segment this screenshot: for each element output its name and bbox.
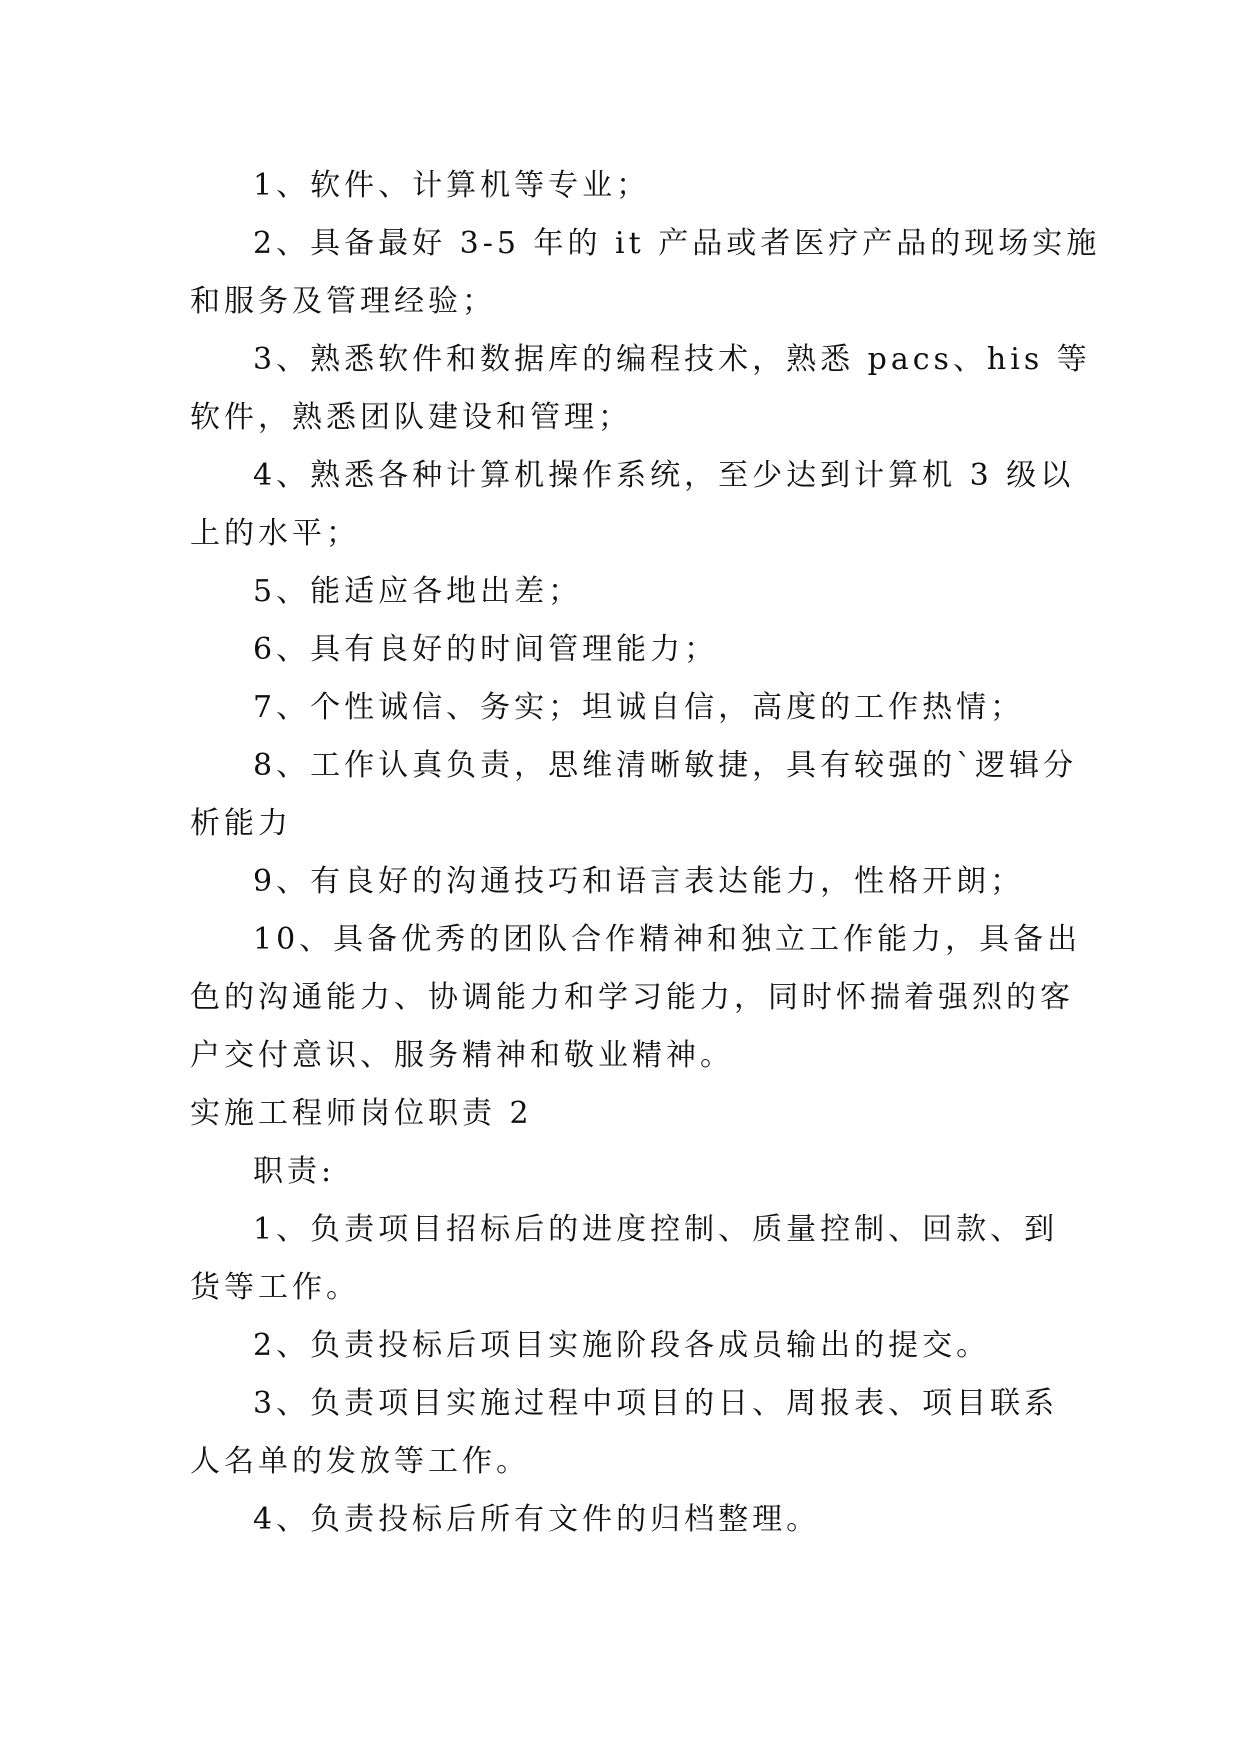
requirement-7: 7、个性诚信、务实；坦诚自信，高度的工作热情； (253, 690, 1025, 725)
duties-label: 职责: (253, 1154, 336, 1189)
duty-3-continued: 人名单的发放等工作。 (190, 1444, 530, 1479)
requirement-10-continued-1: 色的沟通能力、协调能力和学习能力，同时怀揣着强烈的客 (190, 980, 1074, 1015)
requirement-1: 1、软件、计算机等专业； (253, 168, 651, 203)
requirement-2: 2、具备最好 3-5 年的 it 产品或者医疗产品的现场实施 (253, 226, 1101, 261)
requirement-10: 10、具备优秀的团队合作精神和独立工作能力，具备出 (253, 922, 1082, 957)
duty-2: 2、负责投标后项目实施阶段各成员输出的提交。 (253, 1328, 991, 1363)
section-heading: 实施工程师岗位职责 2 (190, 1096, 533, 1131)
requirement-3: 3、熟悉软件和数据库的编程技术，熟悉 pacs、his 等 (253, 342, 1091, 377)
requirement-8: 8、工作认真负责，思维清晰敏捷，具有较强的`逻辑分 (253, 748, 1078, 783)
requirement-2-continued: 和服务及管理经验； (190, 284, 496, 319)
requirement-8-continued: 析能力 (190, 806, 292, 841)
requirement-4-continued: 上的水平； (190, 516, 360, 551)
requirement-3-continued: 软件，熟悉团队建设和管理； (190, 400, 632, 435)
requirement-10-continued-2: 户交付意识、服务精神和敬业精神。 (190, 1038, 734, 1073)
duty-1: 1、负责项目招标后的进度控制、质量控制、回款、到 (253, 1212, 1059, 1247)
duty-3: 3、负责项目实施过程中项目的日、周报表、项目联系 (253, 1386, 1059, 1421)
requirement-9: 9、有良好的沟通技巧和语言表达能力，性格开朗； (253, 864, 1025, 899)
duty-1-continued: 货等工作。 (190, 1270, 360, 1305)
duty-4: 4、负责投标后所有文件的归档整理。 (253, 1502, 821, 1537)
requirement-5: 5、能适应各地出差； (253, 574, 583, 609)
requirement-6: 6、具有良好的时间管理能力； (253, 632, 719, 667)
requirement-4: 4、熟悉各种计算机操作系统，至少达到计算机 3 级以 (253, 458, 1075, 493)
